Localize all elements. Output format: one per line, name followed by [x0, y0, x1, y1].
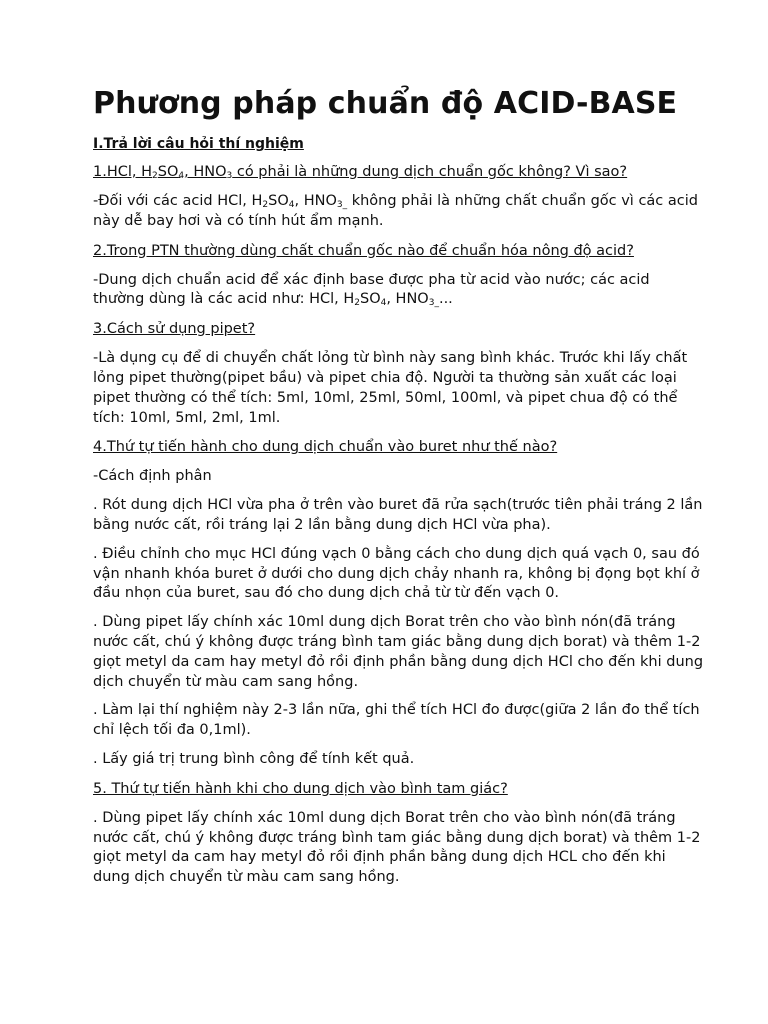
question-3: 3.Cách sử dụng pipet?: [93, 321, 256, 338]
q1-text-b: SO: [157, 164, 179, 180]
a1-text-b: SO: [268, 193, 289, 209]
q1-sub-3: 3: [226, 171, 233, 181]
question-1: [93, 162, 705, 182]
q1-text-d: có phải là những dung dịch chuẩn gốc không? Vì sao?: [232, 164, 628, 180]
document-title: Phương pháp chuẩn độ ACID-BASE: [93, 86, 678, 121]
a2-text-a: -Dung dịch chuẩn acid để xác định base được pha từ acid vào nước; các acid thường dùng là các acid như: HCl, H: [93, 271, 650, 308]
a2-sub-3: 3_: [428, 298, 439, 309]
question-5: 5. Thứ tự tiến hành khi cho dung dịch vào bình tam giác?: [93, 780, 508, 797]
answer-4-line: . Rót dung dịch HCl vừa pha ở trên vào buret đã rửa sạch(trước tiên phải tráng 2 lần bằng nước cất, rồi tráng lại 2 lần bằng dung dịch HCl vừa pha).: [93, 497, 703, 533]
document-content: [93, 84, 705, 897]
question-2: 2.Trong PTN thường dùng chất chuẩn gốc nào để chuẩn hóa nông độ acid?: [93, 242, 634, 259]
question-4: 4.Thứ tự tiến hành cho dung dịch chuẩn vào buret như thế nào?: [93, 439, 558, 456]
a1-text-c: , HNO: [294, 193, 337, 209]
a1-sub-1: 2: [262, 200, 269, 210]
answer-4-line: . Dùng pipet lấy chính xác 10ml dung dịch Borat trên cho vào bình nón(đã tráng nước cất, chú ý không được tráng bình tam giác bằng dung dịch borat) và thêm 1-2 giọt metyl da cam hay metyl đỏ rồi định phần bằng dung dịch HCl cho đến khi dung dịch chuyển từ màu cam sang hồng.: [93, 614, 704, 690]
section-heading: I.Trả lời câu hỏi thí nghiệm: [93, 136, 304, 152]
a2-text-c: , HNO: [386, 291, 429, 308]
answer-4-line: -Cách định phân: [93, 468, 212, 485]
q1-text-c: , HNO: [184, 164, 227, 180]
answer-4-line: . Làm lại thí nghiệm này 2-3 lần nữa, ghi thể tích HCl đo được(giữa 2 lần đo thể tích chỉ lệch tối đa 0,1ml).: [93, 702, 700, 739]
q1-sub-1: 2: [152, 171, 158, 181]
a1-sub-2: 4: [288, 200, 295, 210]
answer-3: -Là dụng cụ để di chuyển chất lỏng từ bình này sang bình khác. Trước khi lấy chất lỏng pipet thường(pipet bầu) và pipet chia độ. Người ta thường sản xuất các loại pipet thường có thể tích: 5ml, 10ml, 25ml, 50ml, 100ml, và pipet chua độ có thể tích: 10ml, 5ml, 2ml, 1ml.: [93, 350, 688, 426]
a2-sub-1: 2: [354, 298, 360, 309]
q1-text-a: 1.HCl, H: [93, 164, 153, 180]
a1-text-a: -Đối với các acid HCl, H: [93, 193, 263, 209]
answer-1: [93, 192, 705, 232]
answer-2: [93, 271, 705, 311]
a1-text-d: không phải là những chất chuẩn gốc vì các acid này dễ bay hơi và có tính hút ẩm mạnh.: [93, 193, 698, 229]
a2-sub-2: 4: [380, 298, 387, 309]
answer-4-line: . Điều chỉnh cho mục HCl đúng vạch 0 bằng cách cho dung dịch quá vạch 0, sau đó vận nhanh khóa buret ở dưới cho dung dịch chảy nhanh ra, không bị đọng bọt khí ở đầu nhọn của buret, sau đó cho dung dịch chả từ từ đến vạch 0.: [93, 545, 700, 602]
q1-sub-2: 4: [178, 171, 185, 181]
a2-text-b: SO: [359, 291, 381, 308]
a1-sub-3: 3_: [336, 200, 348, 210]
answer-4-line: . Lấy giá trị trung bình công để tính kết quả.: [93, 750, 415, 767]
a2-text-d: ...: [438, 291, 453, 308]
answer-5: . Dùng pipet lấy chính xác 10ml dung dịch Borat trên cho vào bình nón(đã tráng nước cất, chú ý không được tráng bình tam giác bằng dung dịch borat) và thêm 1-2 giọt metyl da cam hay metyl đỏ rồi định phần bằng dung dịch HCL cho đến khi dung dịch chuyển từ màu cam sang hồng.: [93, 809, 701, 886]
